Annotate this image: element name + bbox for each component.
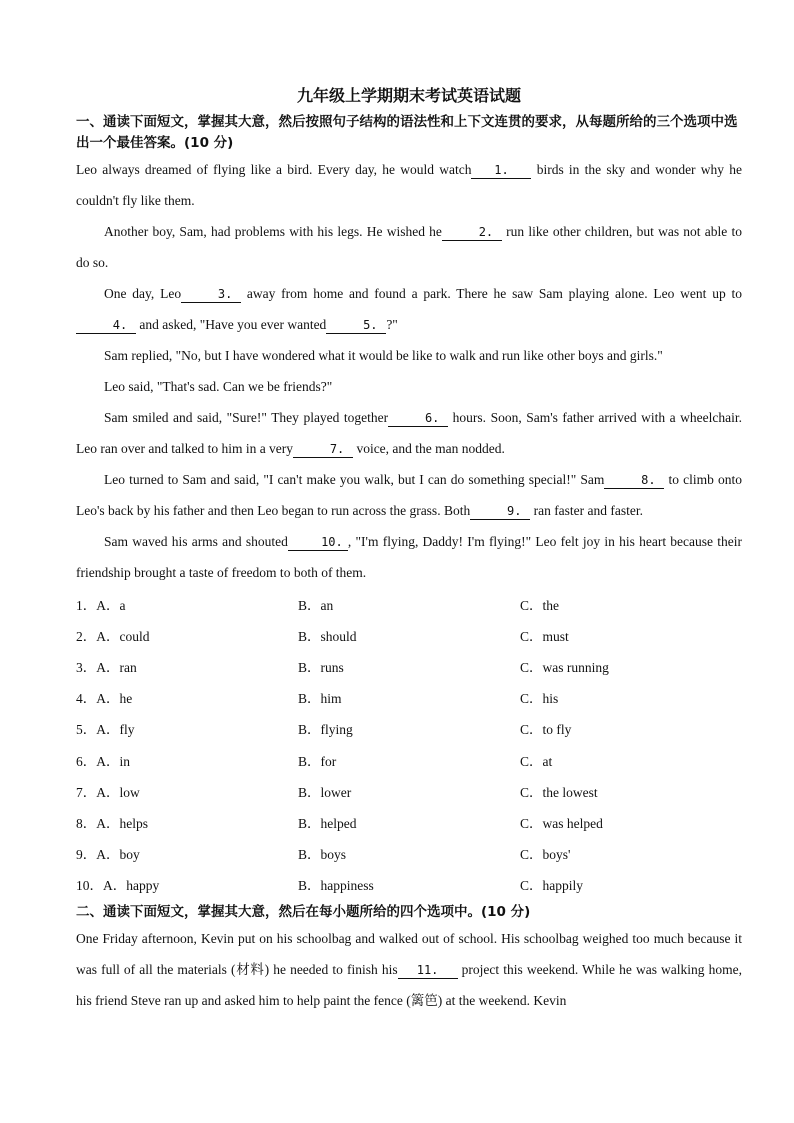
option-a: 2．A．could	[76, 628, 150, 644]
passage-text: Another boy, Sam, had problems with his legs. He wished he	[104, 224, 442, 239]
section1-heading: 一、通读下面短文，掌握其大意，然后按照句子结构的语法性和上下文连贯的要求，从每题所给的三个选项中选出一个最佳答案。(10 分)	[76, 114, 738, 151]
section2-passage	[76, 923, 742, 1016]
option-a: 10．A．happy	[76, 878, 160, 894]
answer-blank: 3.	[181, 287, 241, 303]
passage-text: away from home and found a park. There he saw Sam playing alone. Leo went up to	[241, 286, 742, 301]
question-row	[76, 744, 742, 775]
passage-paragraph	[76, 278, 742, 340]
passage-paragraph	[76, 923, 742, 1016]
option-b: B．an	[298, 597, 334, 613]
passage-text: and asked, "Have you ever wanted	[136, 317, 327, 332]
answer-blank: 6.	[388, 411, 448, 427]
option-a: 9．A．boy	[76, 847, 140, 863]
passage-paragraph	[76, 340, 742, 371]
passage-text: Sam waved his arms and shouted	[104, 534, 288, 549]
option-b: B．lower	[298, 784, 352, 800]
option-c: C．was running	[520, 659, 609, 675]
question-row	[76, 775, 742, 806]
option-a: 7．A．low	[76, 784, 140, 800]
answer-blank: 5.	[326, 318, 386, 334]
option-a: 5．A．fly	[76, 722, 135, 738]
section1-passage	[76, 154, 742, 588]
option-c: C．boys'	[520, 847, 571, 863]
answer-blank: 10.	[288, 535, 348, 551]
page-title: 九年级上学期期末考试英语试题	[296, 86, 521, 105]
passage-text: , "I'm flying, Daddy! I'm flying!" Leo felt joy in his heart because their friendship brought a taste of freedom to both of them.	[76, 534, 743, 580]
question-row	[76, 838, 742, 869]
option-c: C．the lowest	[520, 784, 598, 800]
passage-text: Leo said, "That's sad. Can we be friends?"	[104, 379, 333, 394]
option-a: 6．A．in	[76, 753, 130, 769]
answer-blank: 2.	[442, 225, 502, 241]
answer-blank: 4.	[76, 318, 136, 334]
passage-paragraph	[76, 371, 742, 402]
option-a: 8．A．helps	[76, 815, 148, 831]
option-b: B．him	[298, 691, 342, 707]
answer-blank: 9.	[470, 504, 530, 520]
passage-text: Leo always dreamed of flying like a bird. Every day, he would watch	[76, 162, 472, 177]
option-b: B．should	[298, 628, 357, 644]
option-a: 4．A．he	[76, 691, 133, 707]
option-c: C．his	[520, 691, 559, 707]
section1-questions	[76, 588, 742, 900]
passage-text: ran faster and faster.	[530, 503, 644, 518]
passage-paragraph	[76, 464, 742, 526]
option-b: B．boys	[298, 847, 347, 863]
option-b: B．flying	[298, 722, 353, 738]
option-b: B．happiness	[298, 878, 374, 894]
option-a: 3．A．ran	[76, 659, 137, 675]
passage-text: to climb onto Leo's back by his father and then Leo began to run across the grass. Both	[76, 472, 742, 518]
option-c: C．the	[520, 597, 559, 613]
question-row	[76, 650, 742, 681]
passage-text: project this weekend. While he was walking home, his friend Steve ran up and asked him to help paint the fence (篱笆) at the weekend. Kevin	[76, 961, 742, 1008]
passage-text: ?"	[386, 317, 398, 332]
option-b: B．runs	[298, 659, 344, 675]
passage-text: Sam replied, "No, but I have wondered what it would be like to walk and run like other boys and girls."	[104, 348, 663, 363]
option-b: B．helped	[298, 815, 357, 831]
option-c: C．must	[520, 628, 569, 644]
option-c: C．happily	[520, 878, 583, 894]
passage-text: birds in the sky and wonder why he couldn't fly like them.	[76, 162, 742, 208]
question-row	[76, 713, 742, 744]
question-row	[76, 588, 742, 619]
passage-text: One Friday afternoon, Kevin put on his schoolbag and walked out of school. His schoolbag weighed too much because it was full of all the materials (材料) he needed to finish his	[76, 930, 742, 977]
question-row	[76, 682, 742, 713]
answer-blank: 8.	[604, 473, 664, 489]
answer-blank: 7.	[293, 442, 353, 458]
option-c: C．at	[520, 753, 553, 769]
option-c: C．to fly	[520, 722, 572, 738]
option-b: B．for	[298, 753, 337, 769]
exam-page	[76, 84, 742, 1016]
question-row	[76, 806, 742, 837]
question-row	[76, 869, 742, 900]
option-c: C．was helped	[520, 815, 603, 831]
passage-paragraph	[76, 526, 742, 588]
answer-blank: 1.	[471, 163, 531, 179]
passage-paragraph	[76, 402, 742, 464]
passage-paragraph	[76, 216, 742, 278]
option-a: 1．A．a	[76, 597, 126, 613]
passage-text: One day, Leo	[104, 286, 182, 301]
passage-paragraph	[76, 154, 742, 216]
passage-text: hours. Soon, Sam's father arrived with a wheelchair. Leo ran over and talked to him in a very	[76, 410, 742, 456]
passage-text: Sam smiled and said, "Sure!" They played together	[104, 410, 389, 425]
question-row	[76, 619, 742, 650]
passage-text: Leo turned to Sam and said, "I can't make you walk, but I can do something special!" Sam	[104, 472, 605, 487]
section2-heading: 二、通读下面短文，掌握其大意，然后在每小题所给的四个选项中。(10 分)	[76, 903, 531, 920]
passage-text: run like other children, but was not able to do so.	[76, 224, 742, 270]
answer-blank: 11.	[398, 963, 458, 979]
passage-text: voice, and the man nodded.	[353, 441, 505, 456]
